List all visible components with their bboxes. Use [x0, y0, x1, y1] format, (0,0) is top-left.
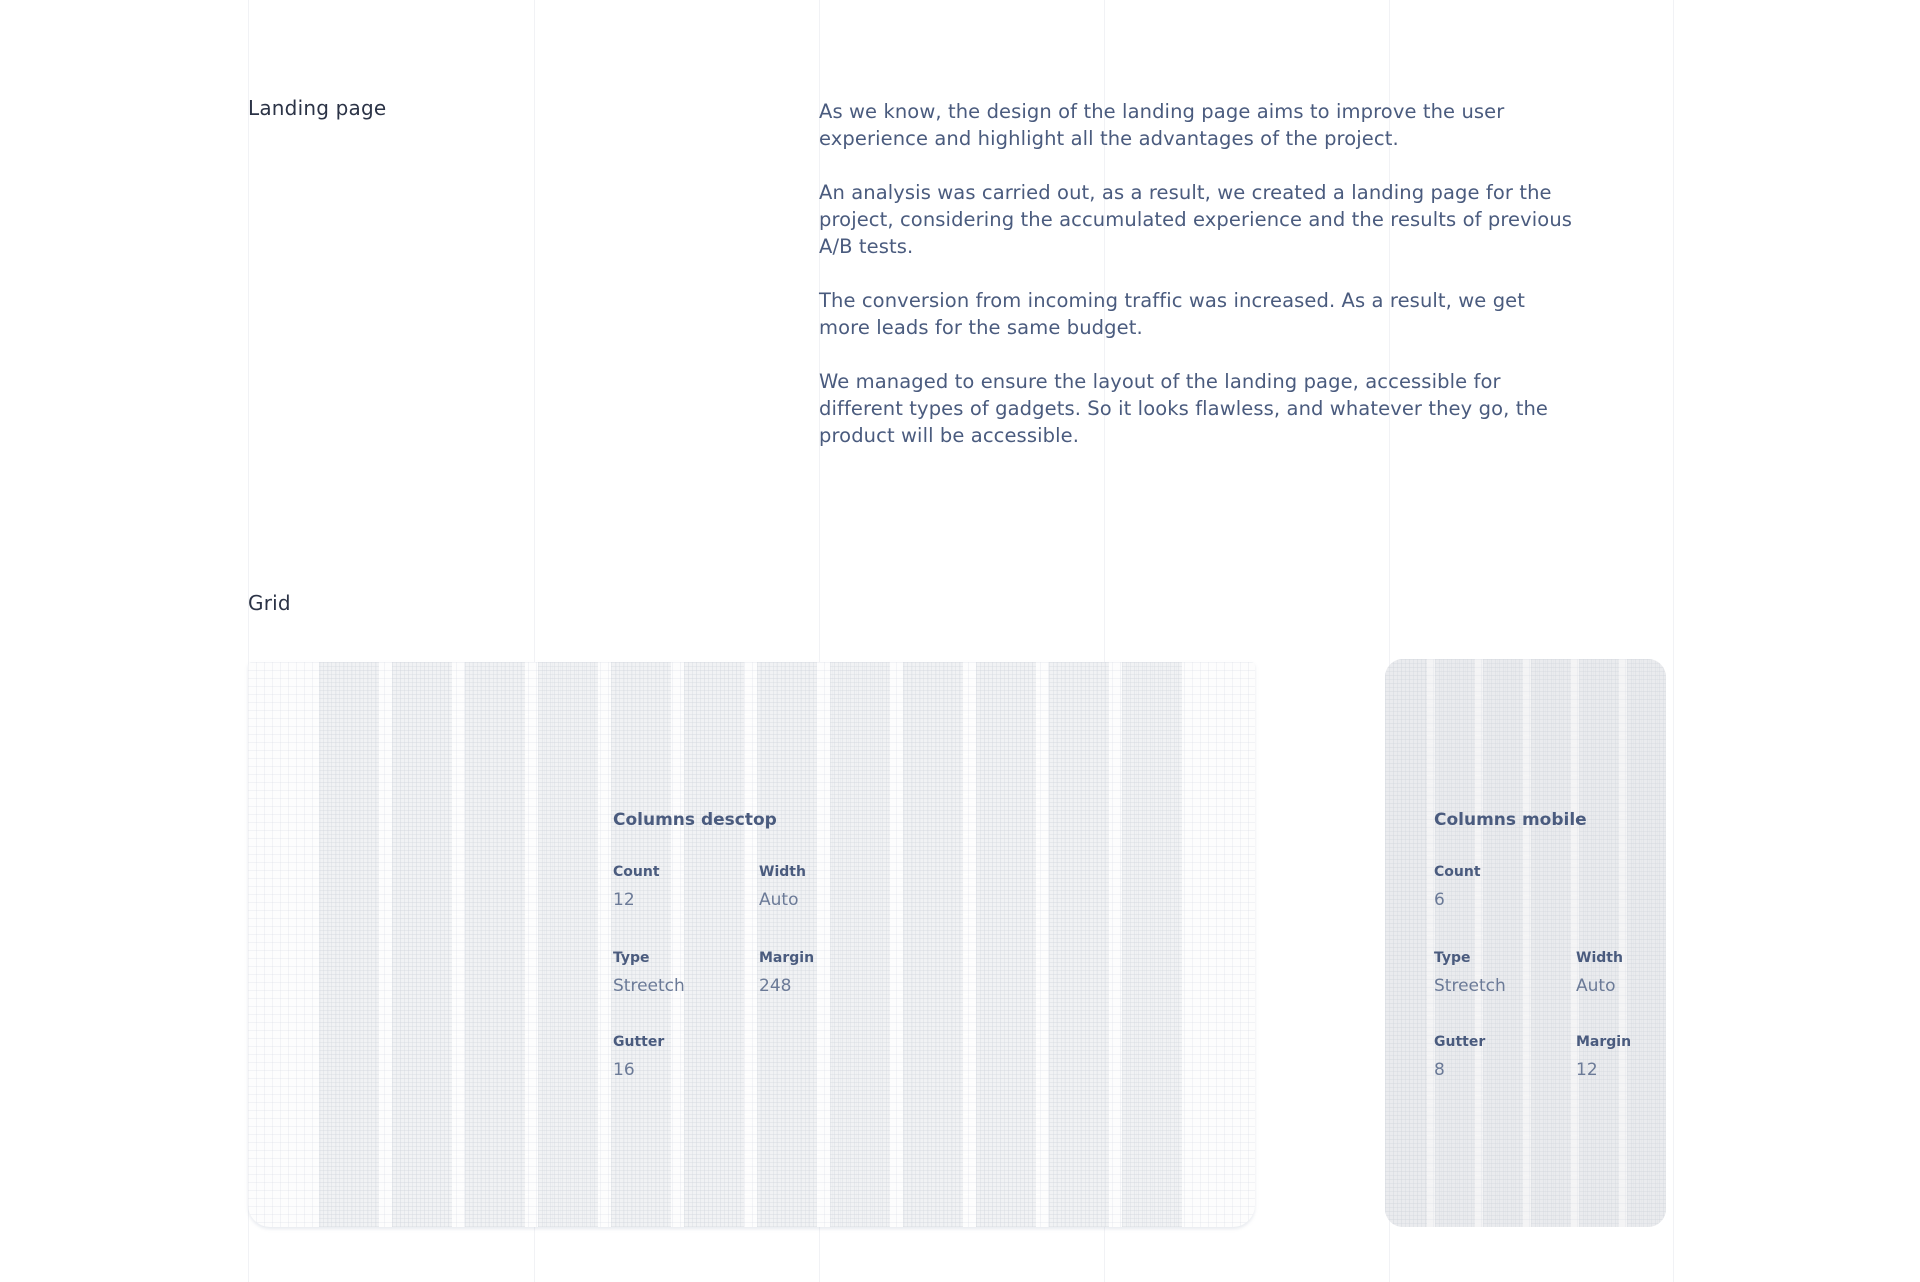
type-label: Type	[1434, 950, 1471, 966]
count-value: 12	[613, 890, 635, 910]
grid-column	[903, 662, 963, 1227]
mobile-width-field	[1576, 949, 1623, 996]
landing-description	[819, 98, 1579, 476]
grid-column	[1627, 659, 1666, 1227]
desktop-count-field	[613, 863, 660, 910]
grid-column	[1049, 662, 1109, 1227]
desktop-width-field	[759, 863, 806, 910]
landing-paragraph: As we know, the design of the landing page aims to improve the user experience and highlight all the advantages of the project.	[819, 100, 1505, 150]
width-label: Width	[1576, 950, 1623, 966]
grid-column	[1483, 659, 1523, 1227]
grid-column	[1122, 662, 1182, 1227]
desktop-grid-card	[248, 662, 1255, 1227]
grid-column	[465, 662, 525, 1227]
margin-label: Margin	[759, 950, 815, 966]
gutter-value: 8	[1434, 1060, 1445, 1080]
layout-guide-line	[1673, 0, 1674, 1282]
desktop-grid-title: Columns desctop	[613, 810, 777, 830]
count-label: Count	[613, 864, 660, 880]
desktop-margin-field	[759, 949, 814, 996]
type-value: Streetch	[1434, 976, 1506, 996]
width-value: Auto	[1576, 976, 1616, 996]
grid-column	[684, 662, 744, 1227]
mobile-margin-field	[1576, 1033, 1631, 1080]
width-label: Width	[759, 864, 806, 880]
count-value: 6	[1434, 890, 1445, 910]
margin-value: 12	[1576, 1060, 1598, 1080]
grid-column	[1531, 659, 1571, 1227]
desktop-type-field	[613, 949, 685, 996]
mobile-gutter-field	[1434, 1033, 1485, 1080]
mobile-grid-card	[1385, 659, 1666, 1227]
type-label: Type	[613, 950, 650, 966]
grid-column	[392, 662, 452, 1227]
gutter-label: Gutter	[613, 1034, 665, 1050]
grid-column	[1385, 659, 1427, 1227]
desktop-gutter-field	[613, 1033, 664, 1080]
grid-column	[1579, 659, 1619, 1227]
landing-paragraph: An analysis was carried out, as a result, we created a landing page for the project, considering the accumulated experience and the results of previous A/B tests.	[819, 181, 1573, 258]
count-label: Count	[1434, 864, 1481, 880]
gutter-value: 16	[613, 1060, 635, 1080]
mobile-type-field	[1434, 949, 1506, 996]
grid-column	[538, 662, 598, 1227]
grid-column	[757, 662, 817, 1227]
landing-paragraph: The conversion from incoming traffic was increased. As a result, we get more leads for the same budget.	[819, 289, 1526, 339]
landing-paragraph: We managed to ensure the layout of the landing page, accessible for different types of gadgets. So it looks flawless, and whatever they go, the product will be accessible.	[819, 370, 1548, 447]
landing-section-title: Landing page	[248, 96, 387, 120]
margin-label: Margin	[1576, 1034, 1632, 1050]
grid-column	[319, 662, 379, 1227]
mobile-grid-title: Columns mobile	[1434, 810, 1587, 830]
gutter-label: Gutter	[1434, 1034, 1486, 1050]
grid-column	[611, 662, 671, 1227]
grid-column	[976, 662, 1036, 1227]
grid-column	[830, 662, 890, 1227]
width-value: Auto	[759, 890, 799, 910]
type-value: Streetch	[613, 976, 685, 996]
grid-section-title: Grid	[248, 591, 291, 615]
margin-value: 248	[759, 976, 792, 996]
grid-column	[1435, 659, 1475, 1227]
mobile-count-field	[1434, 863, 1481, 910]
